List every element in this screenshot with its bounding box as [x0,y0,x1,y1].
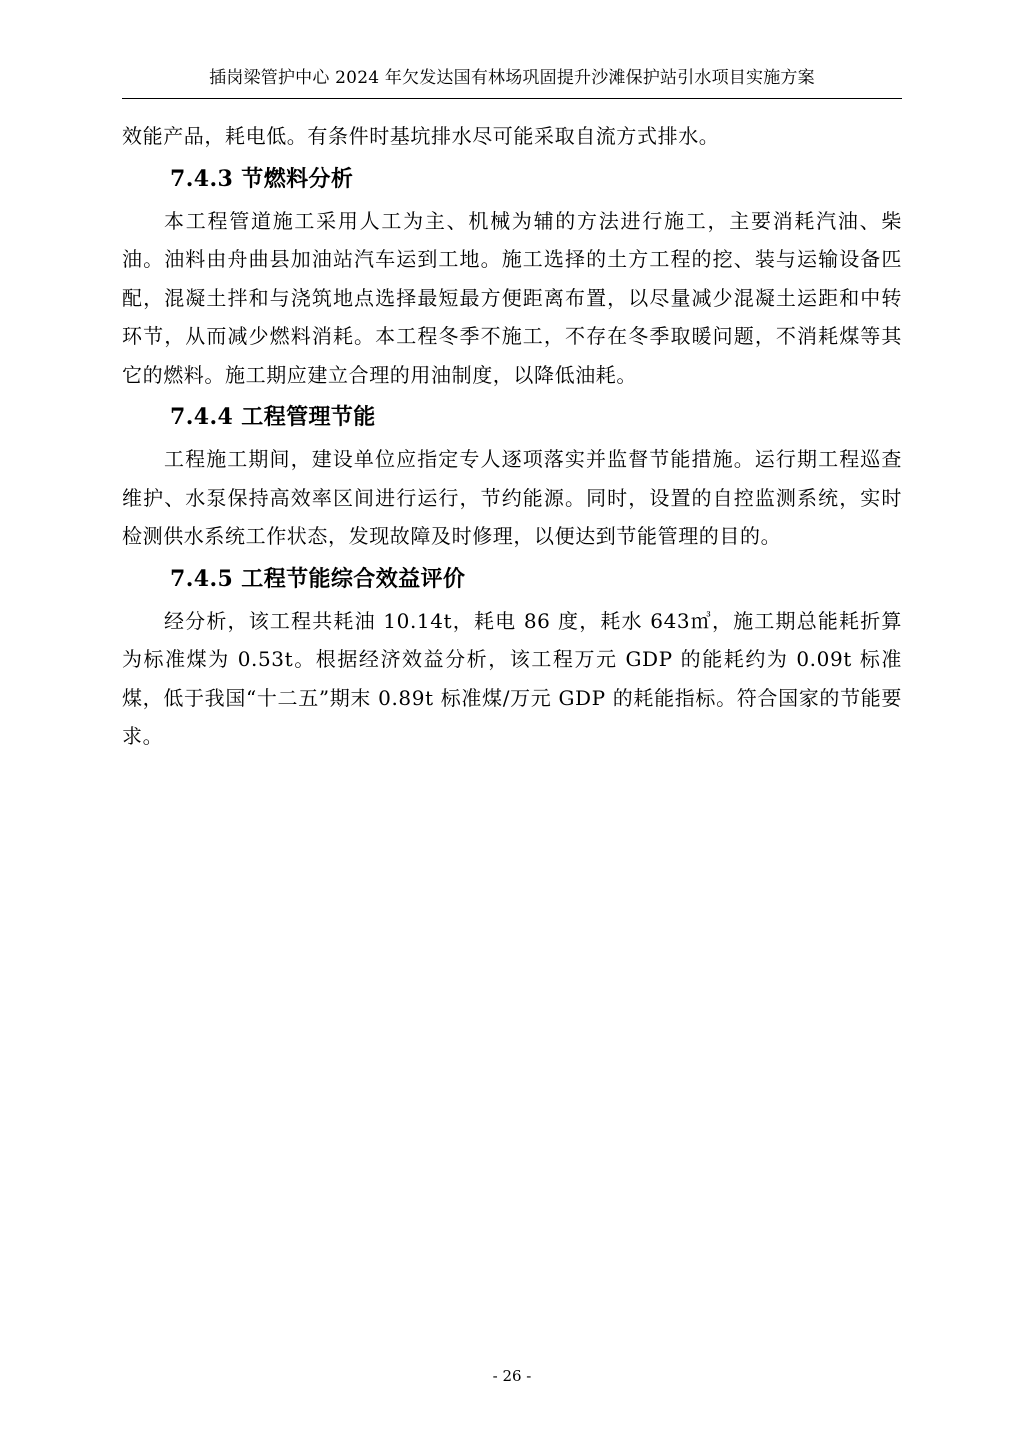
section-paragraph-7-4-3: 本工程管道施工采用人工为主、机械为辅的方法进行施工，主要消耗汽油、柴油。油料由舟曲县加油站汽车运到工地。施工选择的土方工程的挖、装与运输设备匹配，混凝土拌和与浇筑地点选择最短最方便距离布置，以尽量减少混凝土运距和中转环节，从而减少燃料消耗。本工程冬季不施工，不存在冬季取暖问题，不消耗煤等其它的燃料。施工期应建立合理的用油制度，以降低油耗。 [122,208,902,387]
page-number: - 26 - [492,1367,532,1385]
section-paragraph-7-4-4: 工程施工期间，建设单位应指定专人逐项落实并监督节能措施。运行期工程巡查维护、水泵保持高效率区间进行运行，节约能源。同时，设置的自控监测系统，实时检测供水系统工作状态，发现故障及时修理，以便达到节能管理的目的。 [122,447,902,548]
page-header-title: 插岗梁管护中心 2024 年欠发达国有林场巩固提升沙滩保护站引水项目实施方案 [209,68,815,88]
section-heading-7-4-3: 7.4.3 节燃料分析 [170,165,354,192]
section-heading-7-4-5: 7.4.5 工程节能综合效益评价 [170,565,466,592]
document-body [122,117,902,756]
continuation-paragraph: 效能产品，耗电低。有条件时基坑排水尽可能采取自流方式排水。 [122,124,720,148]
section-paragraph-7-4-5: 经分析，该工程共耗油 10.14t，耗电 86 度，耗水 643㎥，施工期总能耗折算为标准煤为 0.53t。根据经济效益分析，该工程万元 GDP 的能耗约为 0.09t 标准煤，低于我国“十二五”期末 0.89t 标准煤/万元 GDP 的耗能指标。符合国家的节能要求。 [122,608,902,748]
header-divider [122,98,902,99]
section-heading-7-4-4: 7.4.4 工程管理节能 [170,404,376,430]
